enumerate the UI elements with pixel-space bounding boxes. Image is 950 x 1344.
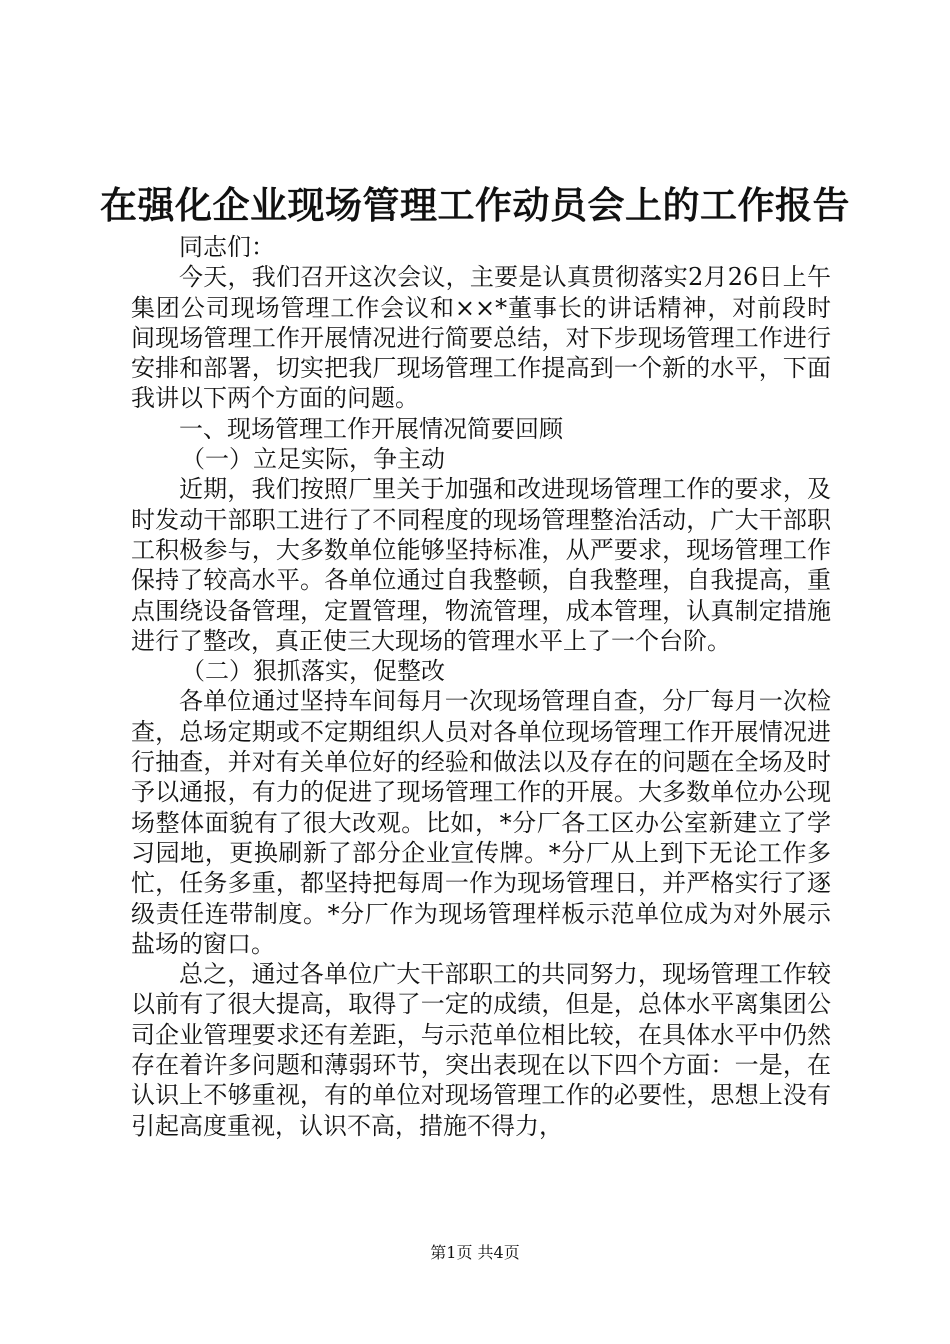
- section-heading: 一、现场管理工作开展情况简要回顾: [179, 414, 563, 443]
- document-title: 在强化企业现场管理工作动员会上的工作报告: [100, 183, 850, 227]
- page-footer: 第1页 共4页: [430, 1243, 520, 1262]
- paragraph-intro: 今天，我们召开这次会议，主要是认真贯彻落实2月26日上午集团公司现场管理工作会议和××*董事长的讲话精神，对前段时间现场管理工作开展情况进行简要总结，对下步现场管理工作进行安排和部署，切实把我厂现场管理工作提高到一个新的水平，下面我讲以下两个方面的问题。: [131, 263, 831, 413]
- salutation: 同志们：: [179, 233, 275, 261]
- paragraph: 总之，通过各单位广大干部职工的共同努力，现场管理工作较以前有了很大提高，取得了一定的成绩，但是，总体水平离集团公司企业管理要求还有差距，与示范单位相比较，在具体水平中仍然存在着许多问题和薄弱环节，突出表现在以下四个方面：一是，在认识上不够重视，有的单位对现场管理工作的必要性，思想上没有引起高度重视，认识不高，措施不得力，: [131, 960, 831, 1140]
- document-body: [131, 232, 831, 1141]
- paragraph: 各单位通过坚持车间每月一次现场管理自查，分厂每月一次检查，总场定期或不定期组织人员对各单位现场管理工作开展情况进行抽查，并对有关单位好的经验和做法以及存在的问题在全场及时予以通报，有力的促进了现场管理工作的开展。大多数单位办公现场整体面貌有了很大改观。比如，*分厂各工区办公室新建立了学习园地，更换刷新了部分企业宣传牌。*分厂从上到下无论工作多忙，任务多重，都坚持把每周一作为现场管理日，并严格实行了逐级责任连带制度。*分厂作为现场管理样板示范单位成为对外展示盐场的窗口。: [131, 687, 831, 958]
- paragraph: 近期，我们按照厂里关于加强和改进现场管理工作的要求，及时发动干部职工进行了不同程度的现场管理整治活动，广大干部职工积极参与，大多数单位能够坚持标准，从严要求，现场管理工作保持了较高水平。各单位通过自我整顿，自我整理，自我提高，重点围绕设备管理，定置管理，物流管理，成本管理，认真制定措施进行了整改，真正使三大现场的管理水平上了一个台阶。: [131, 475, 831, 655]
- subsection-heading: （二）狠抓落实，促整改: [181, 657, 445, 686]
- subsection-heading: （一）立足实际，争主动: [181, 445, 445, 474]
